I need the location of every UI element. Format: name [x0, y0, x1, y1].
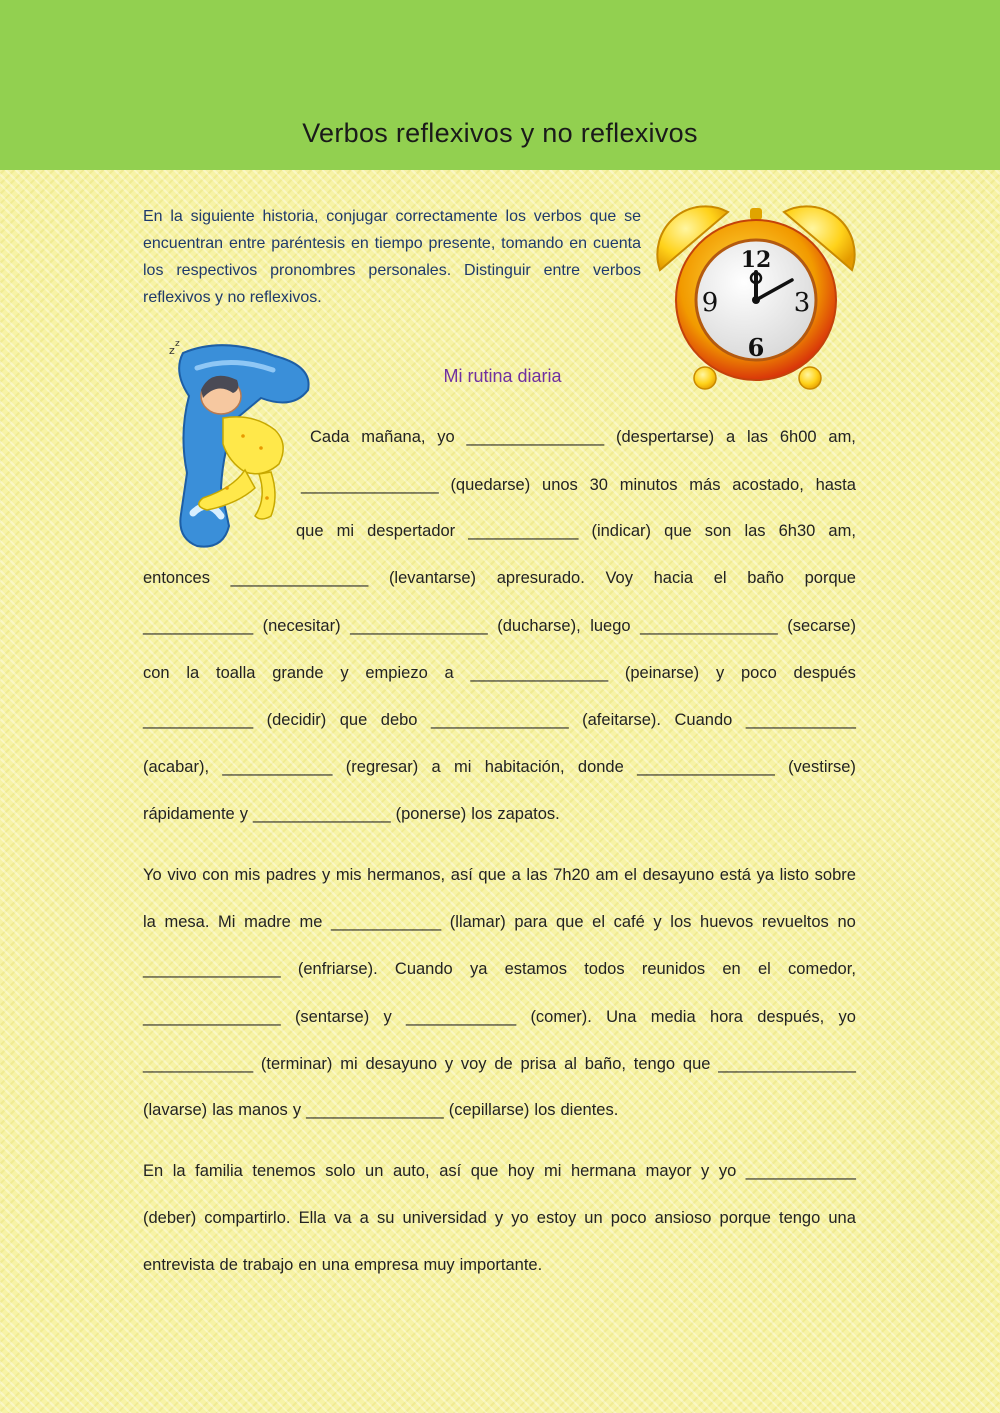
story-word: (comer).	[530, 1008, 592, 1026]
story-word: las	[526, 866, 548, 884]
story-word: y	[239, 805, 248, 823]
story-word: el	[592, 913, 605, 931]
story-word: los	[471, 805, 493, 823]
story-word: zapatos.	[497, 805, 560, 823]
story-word: (acabar),	[143, 758, 210, 776]
story-word: (llamar)	[449, 913, 506, 931]
story-word: auto,	[392, 1162, 430, 1180]
story-word: (indicar)	[591, 522, 652, 540]
story-word: solo	[325, 1162, 356, 1180]
answer-blank[interactable]: _______________	[252, 805, 391, 823]
alarm-clock-illustration	[650, 200, 862, 396]
story-line	[143, 1055, 856, 1074]
story-word: y	[715, 664, 725, 682]
story-word: yo	[838, 1008, 856, 1026]
story-word: hermana	[570, 1162, 637, 1180]
story-line	[143, 1209, 856, 1228]
story-word: (necesitar)	[262, 617, 341, 635]
story-word: su	[376, 1209, 395, 1227]
story-word: (afeitarse).	[582, 711, 661, 729]
story-word: Yo	[143, 866, 162, 884]
story-word: (enfriarse).	[297, 960, 378, 978]
story-word: madre	[244, 913, 291, 931]
answer-blank[interactable]: _______________	[640, 617, 778, 635]
story-word: (despertarse)	[616, 428, 715, 446]
story-word: revueltos	[761, 913, 829, 931]
story-word: unos	[542, 476, 578, 494]
story-word: un	[584, 1209, 603, 1227]
story-word: que	[682, 1055, 711, 1073]
story-word: (decidir)	[266, 711, 327, 729]
story-word: (ponerse)	[395, 805, 467, 823]
story-word: tengo	[633, 1055, 676, 1073]
story-word: entonces	[143, 569, 210, 587]
story-word: así	[450, 866, 473, 884]
story-word: de	[494, 1055, 513, 1073]
svg-text:z: z	[169, 344, 175, 357]
story-word: ansioso	[654, 1209, 712, 1227]
story-word: compartirlo.	[204, 1209, 291, 1227]
story-title: Mi rutina diaria	[443, 366, 562, 386]
instructions-text: En la siguiente historia, conjugar correctamente los verbos que se encuentran entre paréntesis en tiempo presente, tomando en cuenta los respectivos pronombres personales. Distinguir entre verbos reflexivos y no reflexivos.	[143, 208, 641, 306]
story-word: mis	[234, 866, 261, 884]
story-word: y	[494, 1209, 504, 1227]
story-word: yo	[718, 1162, 737, 1180]
story-word: tenemos	[252, 1162, 316, 1180]
story-word: toalla	[215, 664, 256, 682]
story-line	[143, 960, 856, 979]
story-word: (quedarse)	[450, 476, 531, 494]
story-word: un	[365, 1162, 384, 1180]
story-word: más	[689, 476, 721, 494]
story-word: y	[383, 1008, 392, 1026]
story-word: poco	[610, 1209, 647, 1227]
story-word: no	[837, 913, 856, 931]
story-word: mañana,	[361, 428, 426, 446]
story-word: hora	[709, 1008, 743, 1026]
story-word: media	[650, 1008, 696, 1026]
story-word: manos	[238, 1101, 288, 1119]
story-word: los	[534, 1101, 556, 1119]
story-word: Mi	[218, 913, 236, 931]
story-line	[143, 711, 856, 730]
story-word: rápidamente	[143, 805, 235, 823]
story-word: mi	[543, 1162, 562, 1180]
story-line	[143, 1256, 856, 1275]
story-word: entrevista	[143, 1256, 215, 1274]
story-word: (peinarse)	[624, 664, 700, 682]
story-word: hacia	[653, 569, 694, 587]
story-word: y	[321, 866, 331, 884]
story-word: mayor	[645, 1162, 692, 1180]
story-word: después,	[757, 1008, 825, 1026]
story-word: Cuando	[394, 960, 453, 978]
story-word: desayuno	[365, 1055, 438, 1073]
story-word: acostado,	[732, 476, 804, 494]
story-word: trabajo	[242, 1256, 294, 1274]
story-word: la	[143, 913, 156, 931]
story-word: una	[321, 1256, 350, 1274]
story-word: las	[746, 428, 769, 446]
story-word: familia	[195, 1162, 243, 1180]
story-line	[143, 1162, 856, 1181]
story-word: Cada	[310, 428, 350, 446]
story-word: que	[339, 711, 368, 729]
story-word: tengo	[779, 1209, 821, 1227]
story-word: padres	[265, 866, 317, 884]
story-word: debo	[380, 711, 418, 729]
answer-blank[interactable]: _______________	[306, 1101, 444, 1119]
answer-blank[interactable]: ____________	[143, 711, 254, 729]
story-word: una	[828, 1209, 856, 1227]
story-word: mi	[340, 1055, 358, 1073]
story-word: sobre	[814, 866, 856, 884]
story-word: Ella	[298, 1209, 327, 1227]
svg-text:z: z	[175, 339, 180, 349]
story-word: 6h30	[778, 522, 816, 540]
answer-blank[interactable]: ____________	[143, 1055, 254, 1073]
story-word: 6h00	[779, 428, 817, 446]
story-line	[143, 617, 856, 636]
story-word: luego	[590, 617, 631, 635]
story-word: que	[296, 522, 324, 540]
story-line	[301, 476, 856, 495]
story-word: am,	[828, 522, 856, 540]
story-word: En	[143, 1162, 164, 1180]
story-word: empiezo	[365, 664, 428, 682]
story-word: estoy	[536, 1209, 577, 1227]
story-word: al	[564, 1055, 577, 1073]
story-word: así	[439, 1162, 462, 1180]
story-word: después	[793, 664, 856, 682]
story-word: (vestirse)	[788, 758, 856, 776]
story-word: prisa	[520, 1055, 557, 1073]
story-word: hasta	[815, 476, 856, 494]
story-word: dientes.	[560, 1101, 619, 1119]
story-word: Voy	[605, 569, 633, 587]
story-word: 30	[589, 476, 608, 494]
story-word: baño,	[584, 1055, 626, 1073]
story-word: vivo	[167, 866, 197, 884]
story-word: y	[444, 1055, 454, 1073]
story-word: mesa.	[164, 913, 210, 931]
story-word: am,	[828, 428, 856, 446]
story-word: para	[514, 913, 548, 931]
story-word: de	[219, 1256, 238, 1274]
story-line	[143, 805, 856, 824]
clock-number-12: 12	[740, 247, 772, 273]
story-word: apresurado.	[496, 569, 585, 587]
story-word: (cepillarse)	[448, 1101, 530, 1119]
story-word: hoy	[507, 1162, 535, 1180]
answer-blank[interactable]: _______________	[470, 664, 609, 682]
story-word: importante.	[459, 1256, 543, 1274]
story-word: y	[701, 1162, 710, 1180]
answer-blank[interactable]: ____________	[745, 1162, 856, 1180]
answer-blank[interactable]: ____________	[222, 758, 333, 776]
story-word: huevos	[700, 913, 754, 931]
story-word: las	[212, 1101, 234, 1119]
story-word: (ducharse),	[497, 617, 581, 635]
clock-number-9: 9	[701, 288, 719, 318]
story-line	[143, 1101, 856, 1120]
story-word: que	[555, 913, 584, 931]
story-line	[143, 913, 856, 932]
story-word: am	[595, 866, 619, 884]
story-line	[143, 866, 856, 885]
answer-blank[interactable]: _______________	[143, 960, 281, 978]
story-word: a	[725, 428, 736, 446]
story-word: 7h20	[553, 866, 590, 884]
story-word: poco	[740, 664, 777, 682]
story-word: con	[202, 866, 229, 884]
story-word: hermanos,	[367, 866, 446, 884]
story-word: está	[719, 866, 751, 884]
answer-blank[interactable]: ____________	[468, 522, 579, 540]
story-word: reunidos	[641, 960, 706, 978]
story-word: el	[757, 960, 771, 978]
story-word: (terminar)	[260, 1055, 333, 1073]
story-word: ya	[756, 866, 775, 884]
story-word: despertador	[367, 522, 456, 540]
story-word: yo	[437, 428, 455, 446]
story-line	[143, 758, 856, 777]
story-word: porque	[804, 569, 856, 587]
answer-blank[interactable]: _______________	[466, 428, 605, 446]
story-word: baño	[747, 569, 784, 587]
page-title: Verbos reflexivos y no reflexivos	[302, 118, 698, 148]
story-word: empresa	[354, 1256, 419, 1274]
story-line	[310, 428, 856, 447]
story-word: muy	[423, 1256, 455, 1274]
story-word: (lavarse)	[143, 1101, 208, 1119]
clock-number-6: 6	[747, 333, 765, 362]
story-word: el	[713, 569, 727, 587]
answer-blank[interactable]: _______________	[718, 1055, 856, 1073]
story-word: mi	[336, 522, 355, 540]
answer-blank[interactable]: _______________	[230, 569, 369, 587]
answer-blank[interactable]: _______________	[430, 711, 569, 729]
story-word: Una	[606, 1008, 637, 1026]
story-word: yo	[511, 1209, 529, 1227]
story-word: porque	[719, 1209, 771, 1227]
story-word: y	[340, 664, 349, 682]
story-word: me	[299, 913, 323, 931]
story-word: que	[470, 1162, 499, 1180]
story-word: universidad	[402, 1209, 487, 1227]
story-word: estamos	[504, 960, 567, 978]
story-word: (regresar)	[345, 758, 419, 776]
story-word: con	[143, 664, 170, 682]
story-word: la	[172, 1162, 186, 1180]
story-word: en	[722, 960, 741, 978]
story-word: a	[431, 758, 441, 776]
answer-blank[interactable]: ____________	[406, 1008, 517, 1026]
story-word: y	[292, 1101, 302, 1119]
story-word: donde	[577, 758, 624, 776]
story-word: minutos	[619, 476, 678, 494]
story-word: a	[359, 1209, 369, 1227]
story-word: y	[653, 913, 662, 931]
story-line	[143, 664, 856, 683]
answer-blank[interactable]: _______________	[637, 758, 775, 776]
story-word: a	[511, 866, 521, 884]
answer-blank[interactable]: _______________	[301, 476, 439, 494]
story-word: las	[744, 522, 766, 540]
story-line	[143, 1008, 856, 1027]
story-word: voy	[460, 1055, 487, 1073]
story-word: desayuno	[642, 866, 715, 884]
story-line	[143, 569, 856, 588]
story-line	[296, 522, 856, 541]
story-word: (deber)	[143, 1209, 197, 1227]
story-word: que	[478, 866, 506, 884]
story-word: son	[704, 522, 732, 540]
story-word: ya	[469, 960, 488, 978]
answer-blank[interactable]: _______________	[143, 1008, 281, 1026]
story-word: en	[298, 1256, 317, 1274]
story-word: que	[664, 522, 692, 540]
story-word: listo	[779, 866, 810, 884]
story-word: grande	[272, 664, 324, 682]
story-word: Cuando	[674, 711, 733, 729]
answer-blank[interactable]: ____________	[745, 711, 856, 729]
story-word: café	[613, 913, 645, 931]
story-word: mi	[454, 758, 472, 776]
answer-blank[interactable]: ____________	[143, 617, 254, 635]
story-word: comedor,	[788, 960, 856, 978]
story-word: mis	[335, 866, 362, 884]
story-word: la	[186, 664, 200, 682]
story-word: habitación,	[484, 758, 565, 776]
story-word: (levantarse)	[388, 569, 477, 587]
clock-number-3: 3	[793, 288, 811, 318]
story-word: el	[624, 866, 637, 884]
story-word: (sentarse)	[294, 1008, 370, 1026]
answer-blank[interactable]: _______________	[350, 617, 488, 635]
story-word: va	[334, 1209, 352, 1227]
answer-blank[interactable]: ____________	[331, 913, 442, 931]
story-word: a	[444, 664, 454, 682]
sleeping-boy-illustration	[163, 338, 323, 553]
story-word: los	[670, 913, 692, 931]
story-word: (secarse)	[787, 617, 856, 635]
story-word: todos	[584, 960, 625, 978]
